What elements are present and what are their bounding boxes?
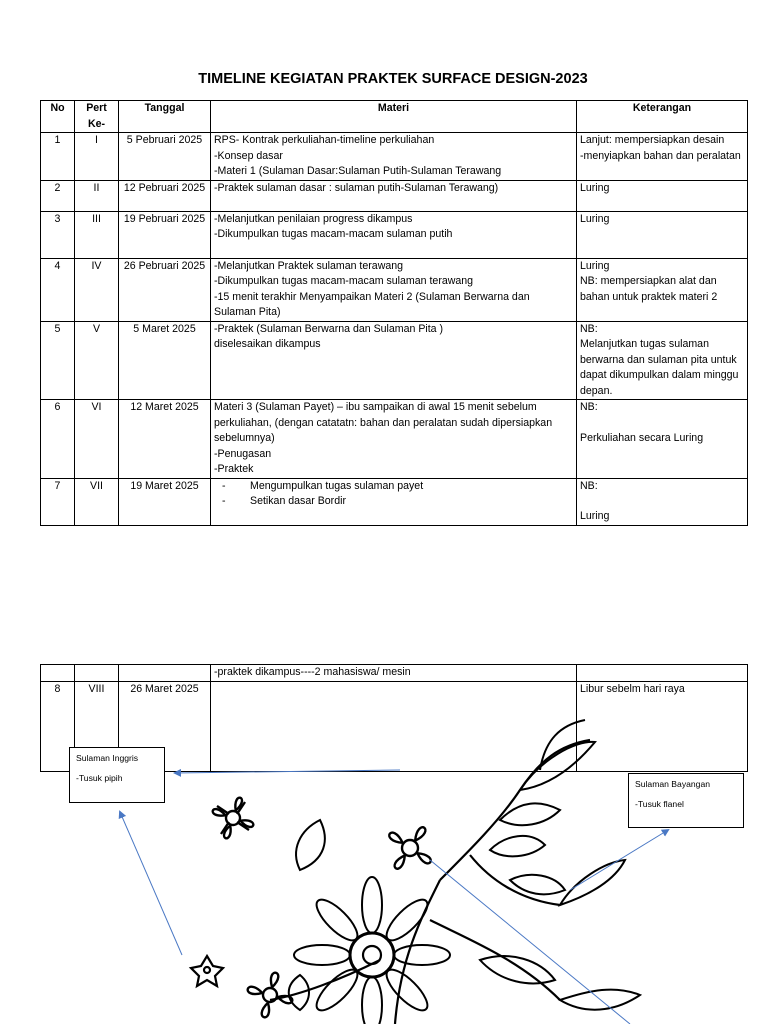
callout-line: -Tusuk pipih [76,773,123,783]
cell-tanggal: 12 Pebruari 2025 [119,180,211,211]
callout-line: Sulaman Inggris [76,753,139,763]
cell-tanggal: 26 Pebruari 2025 [119,258,211,321]
callout-line: Sulaman Bayangan [635,779,711,789]
keterangan-line: Luring [580,181,610,194]
cell-no: 2 [41,180,75,211]
cell-pert: VI [75,400,119,479]
keterangan-line: NB: [580,479,598,492]
cell-no: 3 [41,211,75,258]
keterangan-line: Luring [580,259,610,272]
materi-line: -praktek dikampus----2 mahasiswa/ mesin [214,666,411,678]
keterangan-line: -menyiapkan bahan dan peralatan [580,149,741,162]
cell-no: 8 [41,681,75,771]
cell-pert: VIII [75,681,119,771]
cell-no: 4 [41,258,75,321]
materi-line: -Penugasan [214,447,272,460]
materi-line: -Praktek [214,463,254,475]
materi-line: -Praktek sulaman dasar : sulaman putih-Sulaman Terawang) [214,181,499,194]
materi-line: RPS- Kontrak perkuliahan-timeline perkuliahan [214,134,435,146]
cell-pert: IV [75,258,119,321]
cell-tanggal: 26 Maret 2025 [119,681,211,771]
keterangan-line: NB: mempersiapkan alat dan bahan untuk praktek materi 2 [580,275,718,303]
header-tanggal: Tanggal [119,101,211,133]
keterangan-line: Luring [580,212,610,225]
callout-line: -Tusuk flanel [635,799,684,809]
header-keterangan: Keterangan [577,101,748,133]
cell-tanggal: 19 Maret 2025 [119,478,211,525]
materi-line: -Dikumpulkan tugas macam-macam sulaman putih [214,228,453,240]
header-no: No [41,101,75,133]
cell-no: 7 [41,478,75,525]
header-pert: Pert Ke- [75,101,119,133]
keterangan-line: NB: [580,401,598,413]
cell-no: 5 [41,321,75,400]
header-materi: Materi [211,101,577,133]
keterangan-line: Melanjutkan tugas sulaman berwarna dan sulaman pita untuk dapat dikumpulkan dalam minggu depan. [580,338,739,397]
materi-line: -Konsep dasar [214,149,283,162]
cell-pert: III [75,211,119,258]
cell-tanggal: 5 Pebruari 2025 [119,133,211,181]
materi-bullet: - Mengumpulkan tugas sulaman payet [214,479,573,495]
cell-pert: II [75,180,119,211]
materi-line: -15 menit terakhir Menyampaikan Materi 2 (Sulaman Berwarna dan Sulaman Pita) [214,290,530,318]
materi-line: -Melanjutkan penilaian progress dikampus [214,212,413,225]
materi-line: diselesaikan dikampus [214,338,321,350]
cell-pert: V [75,321,119,400]
keterangan-line: NB: [580,322,598,335]
materi-line: Materi 3 (Sulaman Payet) – ibu sampaikan di awal 15 menit sebelum perkuliahan, (dengan catatatn: bahan dan peralatan sudah dipersiapkan sebelumnya) [214,401,553,444]
page-title: TIMELINE KEGIATAN PRAKTEK SURFACE DESIGN-2023 [198,71,588,87]
callout-sulaman-bayangan [628,773,744,828]
cell-pert: VII [75,478,119,525]
cell-tanggal: 19 Pebruari 2025 [119,211,211,258]
materi-line: -Dikumpulkan tugas macam-macam sulaman terawang [214,275,474,287]
materi-bullet: - Setikan dasar Bordir [214,494,573,510]
cell-no: 1 [41,133,75,181]
keterangan-line: Libur sebelm hari raya [580,682,685,695]
cell-pert: I [75,133,119,181]
materi-line: -Praktek (Sulaman Berwarna dan Sulaman Pita ) [214,322,444,335]
cell-no: 6 [41,400,75,479]
callout-sulaman-inggris [69,747,165,803]
cell-tanggal: 12 Maret 2025 [119,400,211,479]
keterangan-line: Luring [580,510,610,522]
keterangan-line: Lanjut: mempersiapkan desain [580,134,725,146]
materi-line: -Materi 1 (Sulaman Dasar:Sulaman Putih-Sulaman Terawang [214,165,502,177]
materi-line: -Melanjutkan Praktek sulaman terawang [214,259,404,272]
keterangan-line: Perkuliahan secara Luring [580,431,704,444]
cell-tanggal: 5 Maret 2025 [119,321,211,400]
